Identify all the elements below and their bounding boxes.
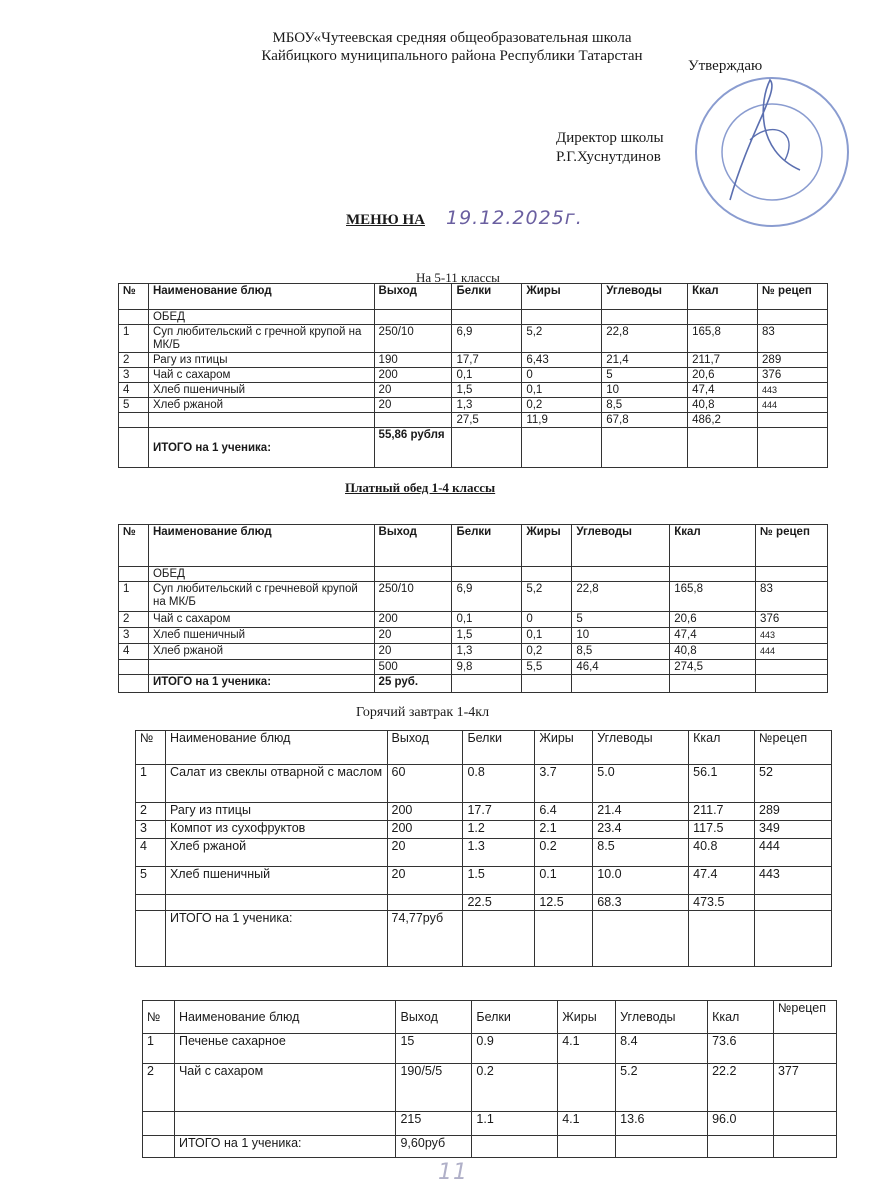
col-kcal: Ккал (670, 525, 756, 567)
col-fat: Жиры (558, 1001, 616, 1034)
total-price: 74,77руб (387, 911, 463, 967)
table-row: 5 Хлеб ржаной 20 1,3 0,2 8,5 40,8 444 (119, 398, 828, 413)
table-row: 3 Компот из сухофруктов 200 1.2 2.1 23.4 117.5 349 (136, 821, 832, 839)
total-label: ИТОГО на 1 ученика: (165, 911, 387, 967)
total-price-row (136, 911, 832, 967)
table-row: 3 Чай с сахаром 200 0,1 0 5 20,6 376 (119, 368, 828, 383)
table-row: 1 Суп любительский с гречной крупой на МК/Б 250/10 6,9 5,2 22,8 165,8 83 (119, 325, 828, 353)
col-kcal: Ккал (688, 284, 758, 310)
section-row (119, 567, 828, 582)
totals-row: 27,5 11,9 67,8 486,2 (119, 413, 828, 428)
totals-row: 500 9,8 5,5 46,4 274,5 (119, 660, 828, 675)
menu-title: МЕНЮ НА (346, 212, 425, 228)
section-label: ОБЕД (148, 310, 374, 325)
table-row: 2 Рагу из птицы 190 17,7 6,43 21,4 211,7 289 (119, 353, 828, 368)
menu-table-snack (142, 1000, 837, 1158)
section-label: ОБЕД (148, 567, 374, 582)
signature-stroke (730, 80, 800, 200)
col-dish: Наименование блюд (174, 1001, 396, 1034)
col-recipe: №рецеп (773, 1001, 836, 1034)
table-row: 2 Рагу из птицы 200 17.7 6.4 21.4 211.7 289 (136, 803, 832, 821)
col-num: № (119, 525, 149, 567)
col-output: Выход (387, 731, 463, 765)
section-row (119, 310, 828, 325)
table-header-row (143, 1001, 837, 1034)
menu-table-5-11 (118, 283, 828, 468)
col-num: № (136, 731, 166, 765)
school-name-line2: Кайбицкого муниципального района Республики Татарстан (261, 48, 643, 64)
school-stamp (690, 70, 852, 230)
director-title: Директор школы (556, 130, 664, 146)
director-name: Р.Г.Хуснутдинов (556, 149, 661, 165)
table-row: 2 Чай с сахаром 190/5/5 0.2 5.2 22.2 377 (143, 1064, 837, 1112)
total-price: 9,60руб (396, 1136, 472, 1158)
col-kcal: Ккал (689, 731, 755, 765)
col-recipe: № рецеп (758, 284, 828, 310)
col-fat: Жиры (522, 284, 602, 310)
col-recipe: № рецеп (756, 525, 828, 567)
table-header-row (119, 525, 828, 567)
table-header-row (136, 731, 832, 765)
table-row: 4 Хлеб пшеничный 20 1,5 0,1 10 47,4 443 (119, 383, 828, 398)
approve-label: Утверждаю (688, 58, 763, 74)
total-price-row (143, 1136, 837, 1158)
table-row: 1 Печенье сахарное 15 0.9 4.1 8.4 73.6 (143, 1034, 837, 1064)
totals-row: 22.5 12.5 68.3 473.5 (136, 895, 832, 911)
menu-table-paid-lunch (118, 524, 828, 693)
col-dish: Наименование блюд (148, 284, 374, 310)
col-output: Выход (374, 284, 452, 310)
col-output: Выход (374, 525, 452, 567)
total-label: ИТОГО на 1 ученика: (148, 428, 374, 468)
col-carbs: Углеводы (572, 525, 670, 567)
total-price-row (119, 428, 828, 468)
total-label: ИТОГО на 1 ученика: (148, 675, 374, 693)
menu-date: 19.12.2025г. (446, 207, 583, 229)
col-output: Выход (396, 1001, 472, 1034)
col-dish: Наименование блюд (148, 525, 374, 567)
page-number: 11 (438, 1160, 468, 1185)
menu-table-hot-breakfast (135, 730, 832, 967)
col-fat: Жиры (535, 731, 593, 765)
col-recipe: №рецеп (755, 731, 832, 765)
table2-caption: Платный обед 1-4 классы (345, 480, 496, 495)
table-row: 4 Хлеб ржаной 20 1,3 0,2 8,5 40,8 444 (119, 644, 828, 660)
table-row: 1 Салат из свеклы отварной с маслом 60 0.8 3.7 5.0 56.1 52 (136, 765, 832, 803)
total-label: ИТОГО на 1 ученика: (174, 1136, 396, 1158)
school-name-line1: МБОУ«Чутеевская средняя общеобразовательная школа (272, 30, 632, 46)
col-protein: Белки (472, 1001, 558, 1034)
col-carbs: Углеводы (593, 731, 689, 765)
col-carbs: Углеводы (602, 284, 688, 310)
table-row: 5 Хлеб пшеничный 20 1.5 0.1 10.0 47.4 443 (136, 867, 832, 895)
table3-caption: Горячий завтрак 1-4кл (356, 705, 490, 720)
col-protein: Белки (452, 525, 522, 567)
col-fat: Жиры (522, 525, 572, 567)
col-num: № (143, 1001, 175, 1034)
table-row: 1 Суп любительский с гречневой крупой на МК/Б 250/10 6,9 5,2 22,8 165,8 83 (119, 582, 828, 612)
col-dish: Наименование блюд (165, 731, 387, 765)
table1-caption: На 5-11 классы (416, 270, 500, 285)
total-price: 55,86 рубля (374, 428, 452, 468)
table-row: 3 Хлеб пшеничный 20 1,5 0,1 10 47,4 443 (119, 628, 828, 644)
totals-row: 215 1.1 4.1 13.6 96.0 (143, 1112, 837, 1136)
col-protein: Белки (463, 731, 535, 765)
col-kcal: Ккал (708, 1001, 774, 1034)
table-row: 2 Чай с сахаром 200 0,1 0 5 20,6 376 (119, 612, 828, 628)
col-protein: Белки (452, 284, 522, 310)
total-price: 25 руб. (374, 675, 452, 693)
table-header-row (119, 284, 828, 310)
total-price-row (119, 675, 828, 693)
table-row: 4 Хлеб ржаной 20 1.3 0.2 8.5 40.8 444 (136, 839, 832, 867)
col-num: № (119, 284, 149, 310)
col-carbs: Углеводы (616, 1001, 708, 1034)
